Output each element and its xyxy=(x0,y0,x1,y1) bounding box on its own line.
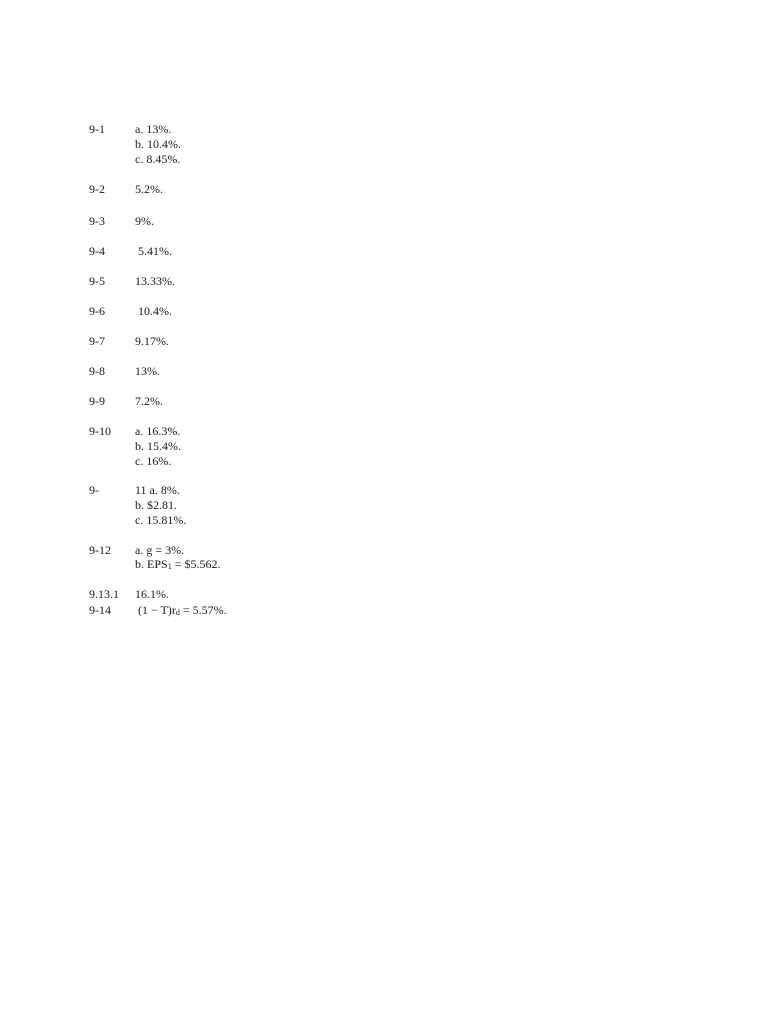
answer-line: 16.1%. xyxy=(135,587,169,601)
answer-line: 13.33%. xyxy=(135,274,175,288)
answer-line: 11 a. 8%. xyxy=(135,483,180,497)
problem-number: 9-12 xyxy=(89,543,111,557)
answer-line xyxy=(135,557,220,572)
formula-label: (1 − T)r xyxy=(138,603,176,617)
answer-line: c. 8.45%. xyxy=(135,152,181,166)
problem-number: 9-8 xyxy=(89,364,105,378)
problem-number: 9- xyxy=(89,483,99,497)
problem-number: 9-2 xyxy=(89,182,105,196)
answer-line: 7.2%. xyxy=(135,394,163,408)
problem-number: 9-9 xyxy=(89,394,105,408)
formula-value: = 5.57%. xyxy=(179,603,227,617)
problem-number: 9-5 xyxy=(89,274,105,288)
answer-line: a. 13%. xyxy=(135,122,172,136)
problem-number: 9-6 xyxy=(89,304,105,318)
answer-line: 5.41%. xyxy=(138,244,172,258)
answer-line: 9%. xyxy=(135,214,154,228)
eps-label: b. EPS xyxy=(135,557,168,571)
problem-number: 9-4 xyxy=(89,244,105,258)
answer-line: 9.17%. xyxy=(135,334,169,348)
problem-number: 9-1 xyxy=(89,122,105,136)
answer-line: a. g = 3%. xyxy=(135,543,185,557)
problem-number: 9.13.1 xyxy=(89,587,119,601)
answer-line: 5.2%. xyxy=(135,182,163,196)
eps-value: = $5.562. xyxy=(171,557,221,571)
answer-line: 10.4%. xyxy=(138,304,172,318)
problem-number: 9-3 xyxy=(89,214,105,228)
answer-line: b. 15.4%. xyxy=(135,439,181,453)
subscript: d xyxy=(175,608,180,617)
problem-number: 9-7 xyxy=(89,334,105,348)
answer-line: a. 16.3%. xyxy=(135,424,181,438)
problem-number: 9-14 xyxy=(89,603,111,617)
answer-line: c. 15.81%. xyxy=(135,513,187,527)
subscript: 1 xyxy=(167,562,172,571)
answer-line: b. 10.4%. xyxy=(135,137,181,151)
answer-line: c. 16%. xyxy=(135,454,172,468)
answer-line xyxy=(138,603,227,618)
answer-line: 13%. xyxy=(135,364,160,378)
problem-number: 9-10 xyxy=(89,424,111,438)
answer-line: b. $2.81. xyxy=(135,498,177,512)
